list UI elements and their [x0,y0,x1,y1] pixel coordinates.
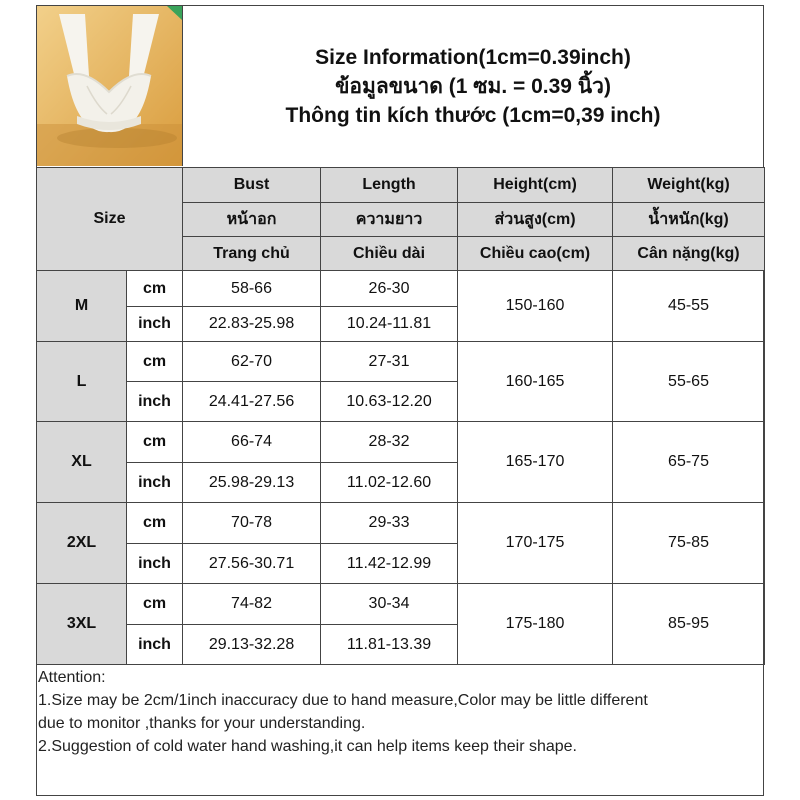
table-row [37,422,765,463]
unit-cm: cm [127,342,183,382]
length-cm: 27-31 [321,342,458,382]
weight-header-vi: Cân nặng(kg) [613,237,765,271]
length-inch: 11.02-12.60 [321,463,458,503]
height-header-en: Height(cm) [458,168,613,203]
size-table [36,167,765,665]
unit-cm: cm [127,422,183,463]
bust-inch: 25.98-29.13 [183,463,321,503]
bust-cm: 70-78 [183,503,321,544]
size-cell: M [37,271,127,342]
unit-inch: inch [127,382,183,422]
weight-header-en: Weight(kg) [613,168,765,203]
length-inch: 11.81-13.39 [321,625,458,665]
unit-cm: cm [127,271,183,307]
bust-inch: 24.41-27.56 [183,382,321,422]
size-cell: XL [37,422,127,503]
bust-header-vi: Trang chủ [183,237,321,271]
weight-cell: 55-65 [613,342,765,422]
attention-line-1: 1.Size may be 2cm/1inch inaccuracy due to hand measure,Color may be little different [38,692,648,709]
bust-inch: 22.83-25.98 [183,307,321,342]
title-english: Size Information(1cm=0.39inch) [315,45,631,69]
size-cell: 2XL [37,503,127,584]
weight-cell: 45-55 [613,271,765,342]
bust-header-en: Bust [183,168,321,203]
bust-inch: 29.13-32.28 [183,625,321,665]
length-inch: 11.42-12.99 [321,544,458,584]
weight-cell: 65-75 [613,422,765,503]
length-cm: 28-32 [321,422,458,463]
attention-line-3: 2.Suggestion of cold water hand washing,it can help items keep their shape. [38,738,577,755]
size-header: Size [37,168,183,271]
length-header-th: ความยาว [321,203,458,237]
length-inch: 10.63-12.20 [321,382,458,422]
bust-header-th: หน้าอก [183,203,321,237]
length-header-vi: Chiều dài [321,237,458,271]
bust-cm: 66-74 [183,422,321,463]
weight-cell: 75-85 [613,503,765,584]
length-cm: 30-34 [321,584,458,625]
unit-cm: cm [127,503,183,544]
attention-line-2: due to monitor ,thanks for your understanding. [38,715,366,732]
attention-heading: Attention: [38,669,106,686]
length-inch: 10.24-11.81 [321,307,458,342]
header-row-english [37,168,765,203]
unit-inch: inch [127,544,183,584]
size-cell: 3XL [37,584,127,665]
length-cm: 29-33 [321,503,458,544]
bust-cm: 58-66 [183,271,321,307]
table-row [37,342,765,382]
table-row [37,584,765,625]
bust-cm: 74-82 [183,584,321,625]
height-cell: 165-170 [458,422,613,503]
table-row [37,271,765,307]
height-header-th: ส่วนสูง(cm) [458,203,613,237]
height-header-vi: Chiều cao(cm) [458,237,613,271]
bust-inch: 27.56-30.71 [183,544,321,584]
weight-cell: 85-95 [613,584,765,665]
attention-notes [38,666,758,758]
length-cm: 26-30 [321,271,458,307]
title-vietnamese: Thông tin kích thước (1cm=0,39 inch) [285,103,661,127]
weight-header-th: น้ำหนัก(kg) [613,203,765,237]
height-cell: 170-175 [458,503,613,584]
table-row [37,503,765,544]
title-thai: ข้อมูลขนาด (1 ซม. = 0.39 นิ้ว) [335,74,611,98]
height-cell: 160-165 [458,342,613,422]
unit-inch: inch [127,307,183,342]
height-cell: 150-160 [458,271,613,342]
product-photo [37,6,182,166]
unit-inch: inch [127,463,183,503]
unit-inch: inch [127,625,183,665]
size-cell: L [37,342,127,422]
height-cell: 175-180 [458,584,613,665]
bust-cm: 62-70 [183,342,321,382]
length-header-en: Length [321,168,458,203]
unit-cm: cm [127,584,183,625]
title-box [182,6,763,166]
